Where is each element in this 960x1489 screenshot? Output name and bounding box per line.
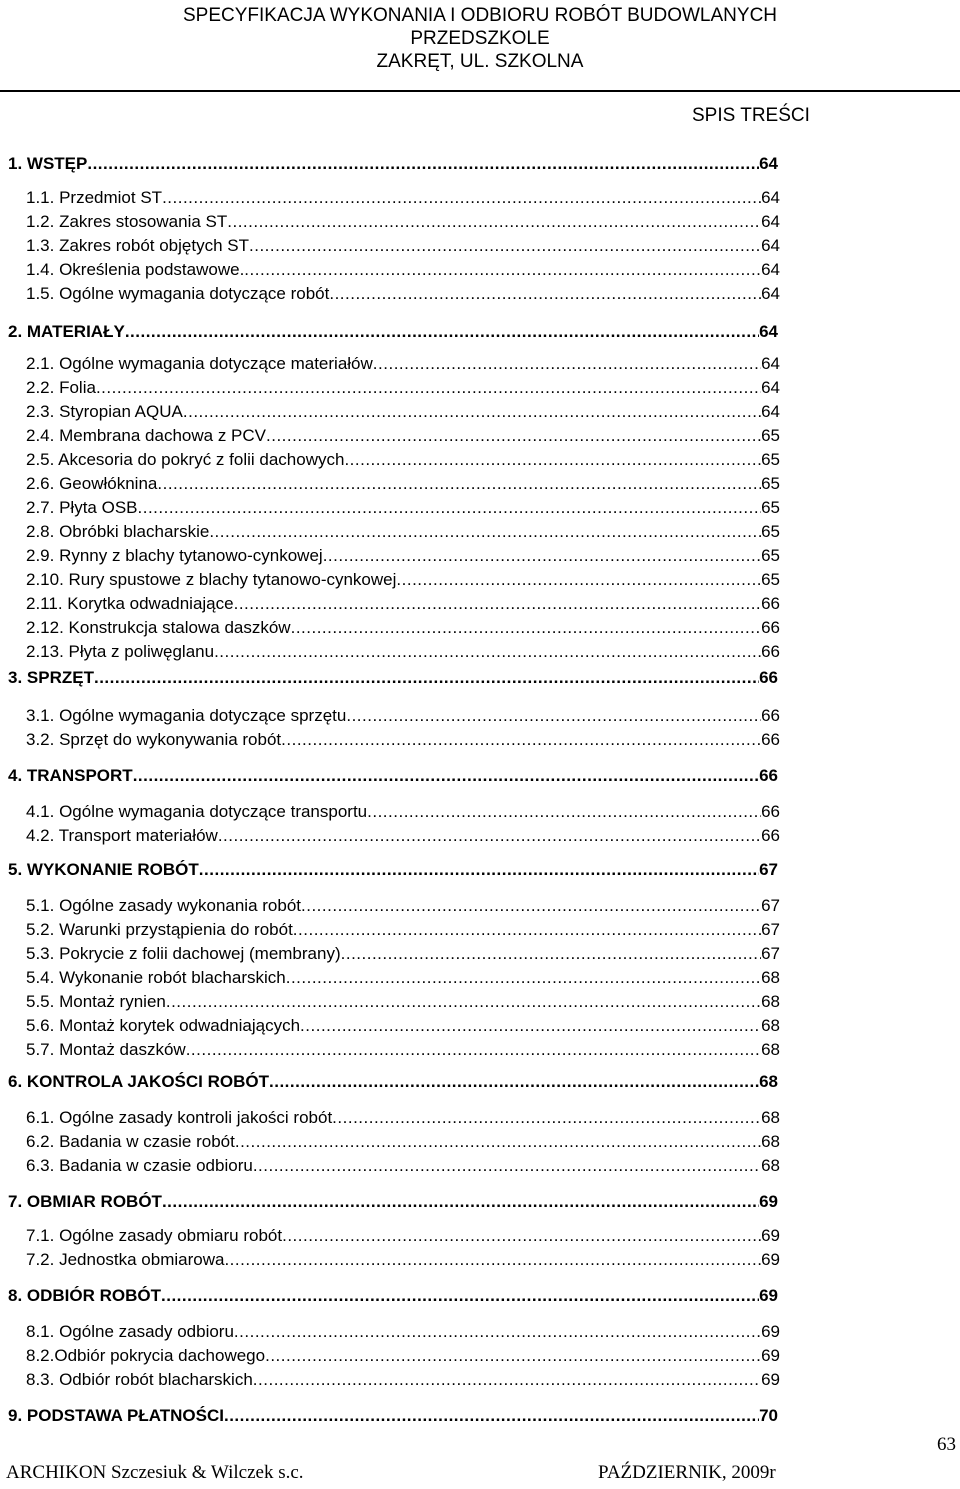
- toc-entry-label: 1.1. Przedmiot ST: [26, 188, 163, 207]
- toc-entry-page: 69: [761, 1370, 780, 1389]
- toc-entry-label: 2.10. Rury spustowe z blachy tytanowo-cynkowej: [26, 570, 397, 589]
- toc-subsection-entry[interactable]: [26, 546, 780, 568]
- toc-subsection-entry[interactable]: [26, 1226, 780, 1248]
- toc-entry-page: 66: [761, 594, 780, 613]
- toc-leader-dots: [157, 474, 761, 494]
- toc-entry-label: 1. WSTĘP: [8, 154, 88, 173]
- toc-entry-label: 3.1. Ogólne wymagania dotyczące sprzętu: [26, 706, 347, 725]
- toc-leader-dots: [183, 402, 761, 422]
- header-subtitle: PRZEDSZKOLE: [410, 28, 550, 49]
- toc-leader-dots: [235, 1132, 761, 1152]
- toc-subsection-entry[interactable]: [26, 826, 780, 848]
- toc-leader-dots: [323, 546, 761, 566]
- toc-leader-dots: [234, 1322, 761, 1342]
- toc-leader-dots: [96, 378, 761, 398]
- toc-entry-label: 2.9. Rynny z blachy tytanowo-cynkowej: [26, 546, 323, 565]
- toc-entry-page: 66: [759, 766, 778, 785]
- toc-leader-dots: [346, 706, 761, 726]
- toc-entry-page: 65: [761, 498, 780, 517]
- toc-entry-page: 64: [761, 188, 780, 207]
- toc-entry-page: 66: [761, 826, 780, 845]
- toc-leader-dots: [186, 1040, 761, 1060]
- toc-section-entry[interactable]: [8, 766, 778, 788]
- toc-leader-dots: [367, 802, 761, 822]
- toc-entry-page: 64: [761, 284, 780, 303]
- toc-section-entry[interactable]: [8, 1192, 778, 1214]
- toc-leader-dots: [234, 594, 761, 614]
- toc-entry-label: 1.2. Zakres stosowania ST: [26, 212, 228, 231]
- toc-entry-page: 67: [759, 860, 778, 879]
- toc-leader-dots: [301, 896, 761, 916]
- toc-entry-page: 65: [761, 474, 780, 493]
- toc-entry-page: 67: [761, 944, 780, 963]
- toc-entry-label: 7.2. Jednostka obmiarowa: [26, 1250, 225, 1269]
- toc-section-entry[interactable]: [8, 1406, 778, 1428]
- toc-entry-label: 2.13. Płyta z poliwęglanu: [26, 642, 215, 661]
- toc-leader-dots: [282, 1226, 761, 1246]
- toc-entry-label: 4.1. Ogólne wymagania dotyczące transportu: [26, 802, 368, 821]
- toc-subsection-entry[interactable]: [26, 212, 780, 234]
- toc-leader-dots: [269, 1072, 759, 1092]
- toc-entry-label: 6.2. Badania w czasie robót: [26, 1132, 235, 1151]
- toc-subsection-entry[interactable]: [26, 896, 780, 918]
- toc-subsection-entry[interactable]: [26, 1156, 780, 1178]
- toc-entry-label: 6. KONTROLA JAKOŚCI ROBÓT: [8, 1072, 269, 1091]
- toc-subsection-entry[interactable]: [26, 642, 780, 664]
- toc-entry-page: 70: [759, 1406, 778, 1425]
- toc-entry-page: 64: [761, 354, 780, 373]
- toc-entry-label: 8. ODBIÓR ROBÓT: [8, 1286, 162, 1305]
- toc-entry-label: 2. MATERIAŁY: [8, 322, 125, 341]
- toc-leader-dots: [227, 212, 761, 232]
- toc-entry-page: 68: [761, 1132, 780, 1151]
- toc-leader-dots: [396, 570, 761, 590]
- toc-subsection-entry[interactable]: [26, 402, 780, 424]
- toc-entry-page: 65: [761, 570, 780, 589]
- toc-entry-page: 68: [761, 1016, 780, 1035]
- toc-entry-label: 2.1. Ogólne wymagania dotyczące materiałów: [26, 354, 373, 373]
- toc-entry-page: 66: [761, 802, 780, 821]
- toc-entry-page: 65: [761, 522, 780, 541]
- toc-subsection-entry[interactable]: [26, 920, 780, 942]
- toc-leader-dots: [266, 426, 761, 446]
- toc-leader-dots: [162, 188, 761, 208]
- toc-subsection-entry[interactable]: [26, 594, 780, 616]
- toc-subsection-entry[interactable]: [26, 944, 780, 966]
- toc-entry-page: 68: [761, 1040, 780, 1059]
- toc-subsection-entry[interactable]: [26, 1108, 780, 1130]
- toc-entry-label: 1.3. Zakres robót objętych ST: [26, 236, 249, 255]
- toc-subsection-entry[interactable]: [26, 706, 780, 728]
- toc-subsection-entry[interactable]: [26, 618, 780, 640]
- header-location: ZAKRĘT, UL. SZKOLNA: [376, 51, 584, 72]
- toc-entry-label: 2.8. Obróbki blacharskie: [26, 522, 210, 541]
- toc-entry-page: 66: [761, 618, 780, 637]
- toc-entry-page: 64: [761, 212, 780, 231]
- toc-entry-label: 2.4. Membrana dachowa z PCV: [26, 426, 267, 445]
- toc-entry-page: 69: [761, 1226, 780, 1245]
- toc-subsection-entry[interactable]: [26, 1250, 780, 1272]
- toc-entry-label: 5. WYKONANIE ROBÓT: [8, 860, 199, 879]
- toc-subsection-entry[interactable]: [26, 188, 780, 210]
- toc-entry-page: 66: [761, 642, 780, 661]
- toc-entry-label: 5.6. Montaż korytek odwadniających: [26, 1016, 301, 1035]
- toc-leader-dots: [332, 1108, 761, 1128]
- toc-entry-label: 5.3. Pokrycie z folii dachowej (membrany): [26, 944, 341, 963]
- toc-section-entry[interactable]: [8, 668, 778, 690]
- toc-section-entry[interactable]: [8, 1286, 778, 1308]
- page-number: 63: [937, 1434, 956, 1455]
- toc-entry-label: 2.7. Płyta OSB: [26, 498, 138, 517]
- toc-entry-page: 64: [759, 154, 778, 173]
- toc-subsection-entry[interactable]: [26, 992, 780, 1014]
- toc-subsection-entry[interactable]: [26, 498, 780, 520]
- toc-leader-dots: [209, 522, 761, 542]
- toc-entry-page: 64: [761, 402, 780, 421]
- toc-subsection-entry[interactable]: [26, 450, 780, 472]
- toc-section-entry[interactable]: [8, 1072, 778, 1094]
- toc-entry-label: 8.3. Odbiór robót blacharskich: [26, 1370, 253, 1389]
- toc-subsection-entry[interactable]: [26, 1132, 780, 1154]
- toc-subsection-entry[interactable]: [26, 260, 780, 282]
- toc-entry-label: 7. OBMIAR ROBÓT: [8, 1192, 162, 1211]
- toc-subsection-entry[interactable]: [26, 1370, 780, 1392]
- toc-leader-dots: [249, 236, 761, 256]
- toc-leader-dots: [300, 1016, 761, 1036]
- toc-entry-label: 4. TRANSPORT: [8, 766, 133, 785]
- toc-leader-dots: [224, 1250, 761, 1270]
- toc-leader-dots: [224, 1406, 759, 1426]
- toc-entry-label: 8.1. Ogólne zasady odbioru: [26, 1322, 234, 1341]
- toc-entry-label: 5.1. Ogólne zasady wykonania robót: [26, 896, 302, 915]
- toc-leader-dots: [253, 1370, 761, 1390]
- toc-leader-dots: [329, 284, 761, 304]
- toc-leader-dots: [133, 766, 759, 786]
- toc-leader-dots: [286, 968, 761, 988]
- toc-entry-page: 69: [761, 1322, 780, 1341]
- toc-subsection-entry[interactable]: [26, 426, 780, 448]
- toc-subsection-entry[interactable]: [26, 1040, 780, 1062]
- toc-leader-dots: [94, 668, 759, 688]
- toc-subsection-entry[interactable]: [26, 802, 780, 824]
- toc-leader-dots: [87, 154, 759, 174]
- document-footer: [0, 1462, 960, 1488]
- toc-subsection-entry[interactable]: [26, 522, 780, 544]
- toc-entry-label: 5.7. Montaż daszków: [26, 1040, 186, 1059]
- toc-leader-dots: [265, 1346, 761, 1366]
- toc-entry-label: 4.2. Transport materiałów: [26, 826, 218, 845]
- toc-subsection-entry[interactable]: [26, 378, 780, 400]
- toc-subsection-entry[interactable]: [26, 570, 780, 592]
- toc-entry-label: 3.2. Sprzęt do wykonywania robót: [26, 730, 282, 749]
- toc-entry-page: 69: [761, 1250, 780, 1269]
- toc-entry-page: 68: [761, 1156, 780, 1175]
- toc-subsection-entry[interactable]: [26, 236, 780, 258]
- toc-leader-dots: [199, 860, 759, 880]
- toc-entry-page: 66: [761, 706, 780, 725]
- toc-entry-page: 65: [761, 546, 780, 565]
- toc-entry-label: 5.4. Wykonanie robót blacharskich: [26, 968, 286, 987]
- toc-entry-label: 1.5. Ogólne wymagania dotyczące robót: [26, 284, 330, 303]
- toc-entry-label: 5.5. Montaż rynien: [26, 992, 166, 1011]
- toc-entry-page: 67: [761, 920, 780, 939]
- footer-company: ARCHIKON Szczesiuk & Wilczek s.c.: [6, 1462, 304, 1483]
- toc-entry-label: 2.2. Folia: [26, 378, 96, 397]
- toc-entry-page: 67: [761, 896, 780, 915]
- toc-section-entry[interactable]: [8, 154, 778, 176]
- toc-leader-dots: [218, 826, 761, 846]
- toc-entry-page: 65: [761, 426, 780, 445]
- toc-section-entry[interactable]: [8, 322, 778, 344]
- toc-leader-dots: [281, 730, 761, 750]
- toc-leader-dots: [341, 944, 761, 964]
- toc-leader-dots: [125, 322, 759, 342]
- footer-date: PAŹDZIERNIK, 2009r: [598, 1462, 776, 1483]
- toc-heading: SPIS TREŚCI: [692, 105, 810, 126]
- toc-entry-page: 64: [761, 260, 780, 279]
- toc-entry-page: 64: [761, 378, 780, 397]
- toc-entry-label: 9. PODSTAWA PŁATNOŚCI: [8, 1406, 224, 1425]
- toc-subsection-entry[interactable]: [26, 730, 780, 752]
- toc-entry-label: 7.1. Ogólne zasady obmiaru robót: [26, 1226, 283, 1245]
- toc-entry-page: 66: [761, 730, 780, 749]
- toc-leader-dots: [373, 354, 761, 374]
- toc-leader-dots: [166, 992, 761, 1012]
- toc-entry-page: 64: [759, 322, 778, 341]
- toc-entry-page: 64: [761, 236, 780, 255]
- toc-leader-dots: [138, 498, 762, 518]
- toc-entry-label: 2.6. Geowłóknina: [26, 474, 158, 493]
- toc-entry-label: 3. SPRZĘT: [8, 668, 94, 687]
- toc-entry-page: 69: [759, 1286, 778, 1305]
- toc-subsection-entry[interactable]: [26, 1322, 780, 1344]
- toc-entry-label: 2.3. Styropian AQUA: [26, 402, 183, 421]
- toc-entry-label: 6.1. Ogólne zasady kontroli jakości robót: [26, 1108, 333, 1127]
- toc-leader-dots: [244, 260, 761, 280]
- toc-leader-dots: [253, 1156, 761, 1176]
- toc-subsection-entry[interactable]: [26, 1016, 780, 1038]
- toc-entry-page: 68: [761, 1108, 780, 1127]
- toc-entry-page: 66: [759, 668, 778, 687]
- toc-entry-label: 2.5. Akcesoria do pokryć z folii dachowych: [26, 450, 345, 469]
- toc-entry-label: 2.12. Konstrukcja stalowa daszków: [26, 618, 291, 637]
- toc-leader-dots: [344, 450, 761, 470]
- toc-leader-dots: [161, 1286, 759, 1306]
- toc-leader-dots: [293, 920, 761, 940]
- toc-subsection-entry[interactable]: [26, 354, 780, 376]
- toc-entry-page: 69: [759, 1192, 778, 1211]
- toc-entry-label: 1.4. Określenia podstawowe.: [26, 260, 245, 279]
- toc-leader-dots: [214, 642, 761, 662]
- toc-leader-dots: [291, 618, 761, 638]
- toc-subsection-entry[interactable]: [26, 284, 780, 306]
- toc-entry-page: 68: [759, 1072, 778, 1091]
- toc-subsection-entry[interactable]: [26, 968, 780, 990]
- toc-entry-label: 8.2.Odbiór pokrycia dachowego: [26, 1346, 266, 1365]
- toc-entry-page: 65: [761, 450, 780, 469]
- toc-entry-page: 68: [761, 968, 780, 987]
- toc-entry-label: 5.2. Warunki przystąpienia do robót: [26, 920, 293, 939]
- toc-entry-label: 2.11. Korytka odwadniające: [26, 594, 234, 613]
- toc-subsection-entry[interactable]: [26, 474, 780, 496]
- toc-section-entry[interactable]: [8, 860, 778, 882]
- toc-leader-dots: [162, 1192, 759, 1212]
- toc-entry-page: 68: [761, 992, 780, 1011]
- toc-entry-page: 69: [761, 1346, 780, 1365]
- toc-subsection-entry[interactable]: [26, 1346, 780, 1368]
- header-title: SPECYFIKACJA WYKONANIA I ODBIORU ROBÓT BUDOWLANYCH: [182, 5, 778, 26]
- toc-entry-label: 6.3. Badania w czasie odbioru: [26, 1156, 253, 1175]
